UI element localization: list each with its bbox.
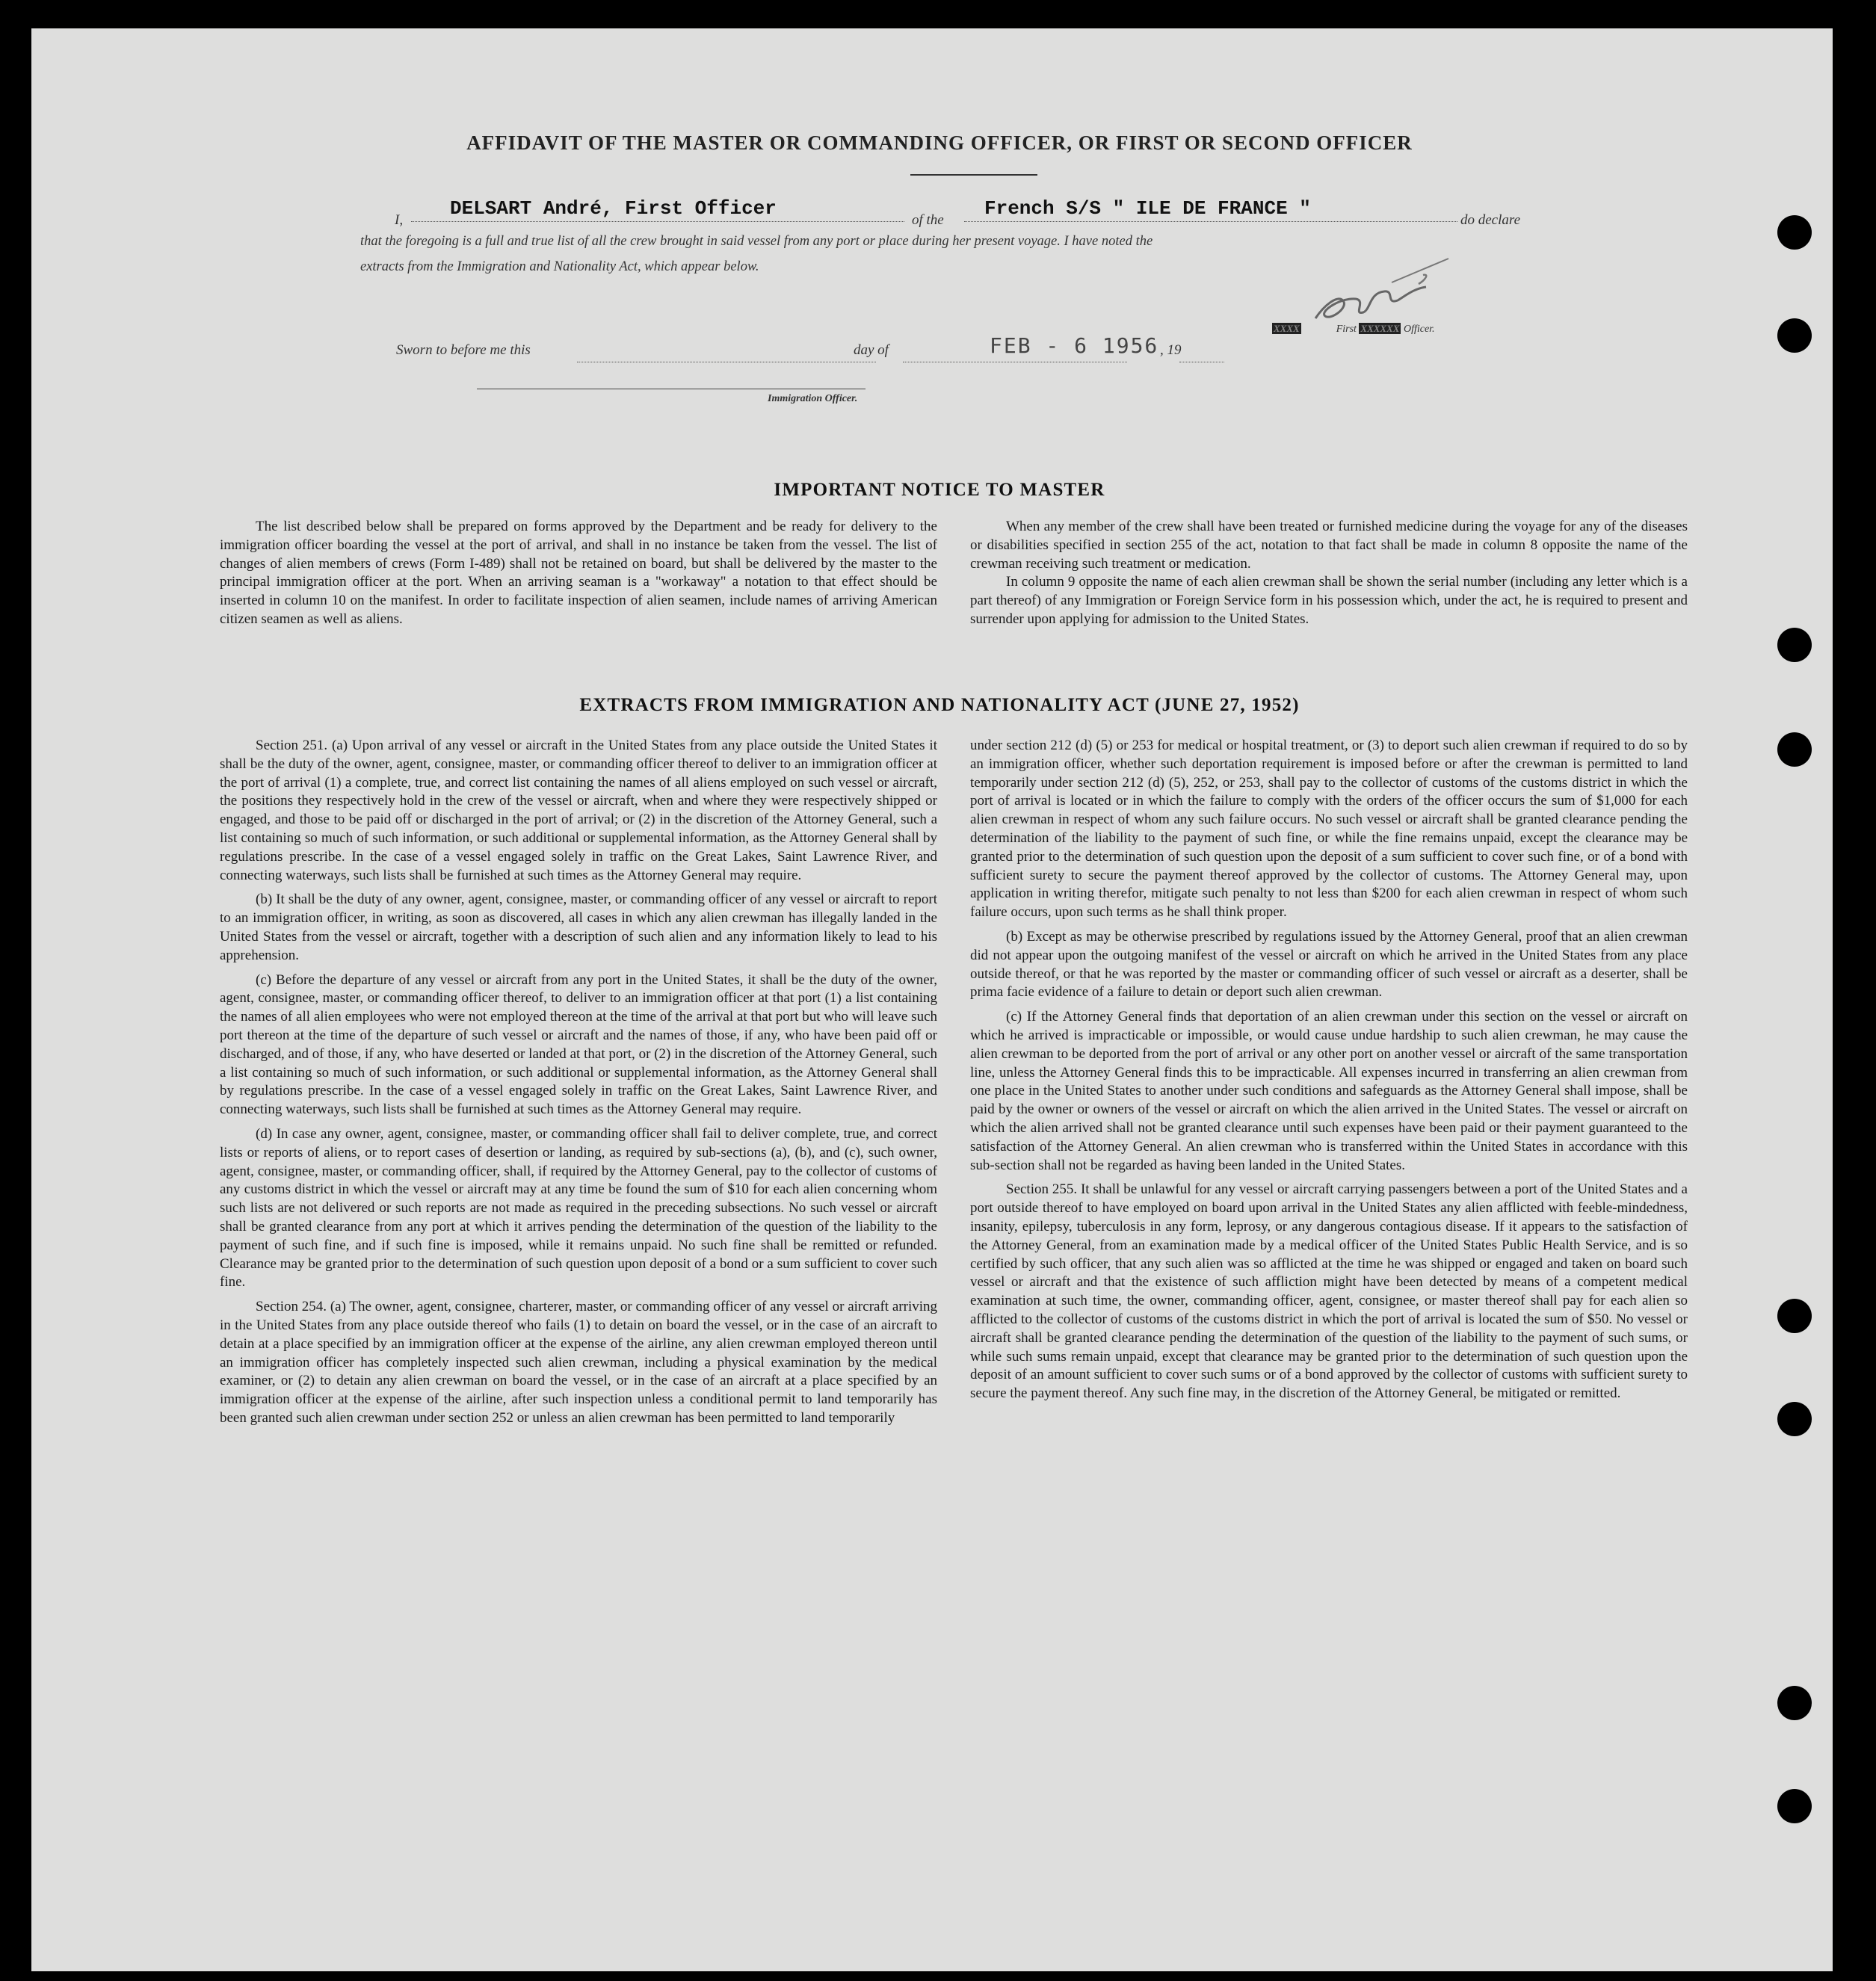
section-251c: (c) Before the departure of any vessel or aircraft from any port in the United States, it shall be the duty of the owner, agent, consignee, master, or commanding officer thereof, to deliver to an immigration officer at that port (1) a list containing the names of all alien employees who were not employed thereon at the time of the arrival at that port but who will leave such port thereon at the time of the departure of such vessel or aircraft and the names of those, if any, who have been paid off or discharged, and of those, if any, who have deserted or landed at that port, or (2) in the discretion of the Attorney General, such a list containing so much of such information, or such additional or supplemental information, as the Attorney General shall by regulations prescribe. In the case of a vessel engaged solely in traffic on the Great Lakes, Saint Lawrence River, and connecting waterways, such lists shall be furnished at such times as the Attorney General may require. <box>220 971 937 1118</box>
punch-hole <box>1777 1686 1812 1720</box>
notice-title: IMPORTANT NOTICE TO MASTER <box>774 480 1105 500</box>
day-of-label: day of <box>854 342 889 358</box>
struck-second: XXXXXX <box>1360 323 1400 334</box>
vessel-name: French S/S " ILE DE FRANCE " <box>984 197 1311 220</box>
extracts-left-column <box>220 737 937 1434</box>
signature-officer-line <box>1272 323 1435 336</box>
immigration-officer-caption: Immigration Officer. <box>768 393 858 404</box>
date-stamp: FEB - 6 1956 <box>990 333 1159 358</box>
notice-right-column <box>970 518 1688 635</box>
punch-hole <box>1777 732 1812 767</box>
struck-master: XXXX <box>1274 323 1300 334</box>
officer-name: DELSART André, First Officer <box>450 197 777 220</box>
sworn-label: Sworn to before me this <box>396 342 531 358</box>
punch-hole <box>1777 215 1812 250</box>
punch-hole <box>1777 628 1812 662</box>
extracts-title: EXTRACTS FROM IMMIGRATION AND NATIONALITY ACT (JUNE 27, 1952) <box>579 695 1300 715</box>
do-declare-label: do declare <box>1460 212 1521 228</box>
year-label: , 19 <box>1160 342 1182 358</box>
section-251b: (b) It shall be the duty of any owner, agent, consignee, master, or commanding officer of any vessel or aircraft to report to an immigration officer, in writing, as soon as discovered, all cases in which any alien crewman has illegally landed in the United States from the vessel or aircraft, together with a description of such alien and any information likely to lead to his apprehension. <box>220 891 937 963</box>
affidavit-title: AFFIDAVIT OF THE MASTER OR COMMANDING OFFICER, OR FIRST OR SECOND OFFICER <box>466 132 1413 154</box>
punch-hole <box>1777 1789 1812 1823</box>
punch-hole <box>1777 1299 1812 1333</box>
notice-left-column <box>220 518 937 635</box>
notice-right-paragraph-1: When any member of the crew shall have been treated or furnished medicine during the voyage for any of the diseases or disabilities specified in section 255 of the act, notation to that fact shall be made in column 8 opposite the name of the crewman receiving such treatment or medication. <box>970 519 1688 572</box>
section-251a: Section 251. (a) Upon arrival of any vessel or aircraft in the United States from any place outside the United States it shall be the duty of the owner, agent, consignee, master, or commanding officer thereof to deliver to an immigration officer at the port of arrival (1) a complete, true, and correct list containing the names of all aliens employed on such vessel or aircraft, the positions they respectively hold in the crew of the vessel or aircraft, when and where they were respectively shipped or engaged, and those to be paid off or discharged in the port of arrival; or (2) in the discretion of the Attorney General, such a list containing so much of such information, or such additional or supplemental information, as the Attorney General shall by regulations prescribe. In the case of a vessel engaged solely in traffic on the Great Lakes, Saint Lawrence River, and connecting waterways, such lists shall be furnished at such times as the Attorney General may require. <box>220 738 937 883</box>
section-254a: Section 254. (a) The owner, agent, consignee, charterer, master, or commanding officer of any vessel or aircraft arriving in the United States from any place outside thereof who fails (1) to detain on board the vessel, or in the case of an aircraft to detain at a place specified by an immigration officer at the expense of the airline, any alien crewman employed thereon until an immigration officer has completely inspected such alien crewman, including a physical examination by the medical examiner, or (2) to detain any alien crewman on board the vessel, or in the case of an aircraft at a place specified by an immigration officer at the expense of the airline, after such inspection unless a conditional permit to land temporarily has been granted such alien crewman under section 252 or unless an alien crewman has been permitted to land temporarily <box>220 1299 937 1426</box>
declaration-line-2: that the foregoing is a full and true list of all the crew brought in said vessel from any port or place during her present voyage. I have noted the <box>360 234 1153 249</box>
punch-hole <box>1777 1402 1812 1436</box>
notice-left-paragraph: The list described below shall be prepared on forms approved by the Department and be ready for delivery to the immigration officer boarding the vessel at the port of arrival, and shall in no instance be taken from the vessel. The list of changes of alien members of crews (Form I-489) shall not be retained on board, but shall be delivered by the master to the principal immigration officer at the port. When an arriving seaman is a "workaway" a notation to that effect should be inserted in column 10 on the manifest. In order to facilitate inspection of alien seamen, include names of arriving American citizen seamen as well as aliens. <box>220 519 937 627</box>
officer-label: Officer. <box>1403 324 1435 335</box>
section-251d: (d) In case any owner, agent, consignee, master, or commanding officer shall fail to deliver complete, true, and correct lists or reports of aliens, or to report cases of desertion or landing, as required by sub-sections (a), (b), and (c), such owner, agent, consignee, master, or commanding officer, shall, if required by the Attorney General, pay to the collector of customs of any customs district in which the vessel or aircraft may at any time be found the sum of $10 for each alien concerning whom such lists are not delivered or such reports are not made as required in the preceding subsections. No such vessel or aircraft shall be granted clearance from any port at which it arrives pending the determination of the question of the liability to the payment of such fine, and if such fine is imposed, while it remains unpaid. No such fine shall be remitted or refunded. Clearance may be granted prior to the determination of such question upon deposit of a bond or a sum sufficient to cover such fine. <box>220 1125 937 1291</box>
section-254b: (b) Except as may be otherwise prescribed by regulations issued by the Attorney General, proof that an alien crewman did not appear upon the outgoing manifest of the vessel or aircraft on which he arrived in the United States from any place outside thereof, or that he was reported by the master or commanding officer of such vessel or aircraft as a deserter, shall be prima facie evidence of a failure to detain or deport such alien crewman. <box>970 928 1688 1001</box>
vessel-underline <box>964 221 1457 222</box>
notice-right-paragraph-2: In column 9 opposite the name of each alien crewman shall be shown the serial number (including any letter which is a part thereof) of any Immigration or Foreign Service form in his possession which, under the act, he is required to present and surrender upon applying for admission to the United States. <box>970 574 1688 627</box>
of-the-label: of the <box>912 212 944 228</box>
section-255: Section 255. It shall be unlawful for any vessel or aircraft carrying passengers between a port of the United States and a port outside thereof to have employed on board upon arrival in the United States any alien afflicted with feeble-mindedness, insanity, epilepsy, tuberculosis in any form, leprosy, or any dangerous contagious disease. If it appears to the satisfaction of the Attorney General, from an examination made by a medical officer of the United States Public Health Service, and is so certified by such officer, that any such alien was so afflicted at the time he was shipped or engaged and taken on board such vessel or aircraft and that the existence of such affliction might have been detected by means of a competent medical examination at such time, the owner, commanding officer, agent, consignee, or master thereof shall pay for each alien so afflicted to the collector of customs of the customs district in which the port of arrival is located the sum of $50. No vessel or aircraft shall be granted clearance pending the determination of the question of the liability to the payment of such sums, or while such sums remain unpaid, except that clearance may be granted prior to the determination of such question upon the deposit of an amount sufficient to cover such sums or of a bond approved by the collector of customs with sufficient surety to secure the payment thereof. Any such fine may, in the discretion of the Attorney General, be mitigated or remitted. <box>970 1181 1688 1402</box>
i-label: I, <box>395 212 404 228</box>
declaration-line-3: extracts from the Immigration and Nationality Act, which appear below. <box>360 259 759 274</box>
punch-hole <box>1777 318 1812 353</box>
title-underline <box>910 174 1037 176</box>
name-underline <box>411 221 904 222</box>
section-254c: (c) If the Attorney General finds that deportation of an alien crewman under this section on the vessel or aircraft on which he arrived is impracticable or impossible, or would cause undue hardship to such alien crewman, he may cause the alien crewman to be deported from the port of arrival or any other port on another vessel or aircraft of the same transportation line, unless the Attorney General finds this to be impracticable. All expenses incurred in transferring an alien crewman from one place in the United States to another under such conditions and safeguards as the Attorney General shall impose, shall be paid by the owner or owners of the vessel or aircraft on which the alien arrived in the United States. The vessel or aircraft on which the alien arrived shall not be granted clearance until such expenses have been paid or their payment guaranteed to the satisfaction of the Attorney General. An alien crewman who is transferred within the United States in accordance with this sub-section shall not be regarded as having been landed in the United States. <box>970 1009 1688 1173</box>
first-label: First <box>1336 324 1357 335</box>
extracts-right-column <box>970 737 1688 1409</box>
document-page <box>31 28 1833 1971</box>
section-254a-continued: under section 212 (d) (5) or 253 for medical or hospital treatment, or (3) to deport such alien crewman if required to do so by an immigration officer, whether such deportation requirement is imposed before or after the crewman is permitted to land temporarily under section 212 (d) (5), 252, or 253, shall pay to the collector of customs of the customs district in which the port of arrival is located or in which the failure to comply with the orders of the officer occurs the sum of $1,000 for each alien crewman in respect of whom any such failure occurs. No such vessel or aircraft shall be granted clearance pending the determination of the liability to the payment of such fine, or while the fine remains unpaid, except the clearance may be granted prior to the determination of such question upon the deposit of a sum sufficient to cover such fine, or of a bond with sufficient surety to secure the payment thereof approved by the collector of customs. The Attorney General may, upon application in writing therefor, mitigate such penalty to not less than $200 for each alien crewman in respect of whom such failure occurs, upon such terms as he shall think proper. <box>970 738 1688 921</box>
